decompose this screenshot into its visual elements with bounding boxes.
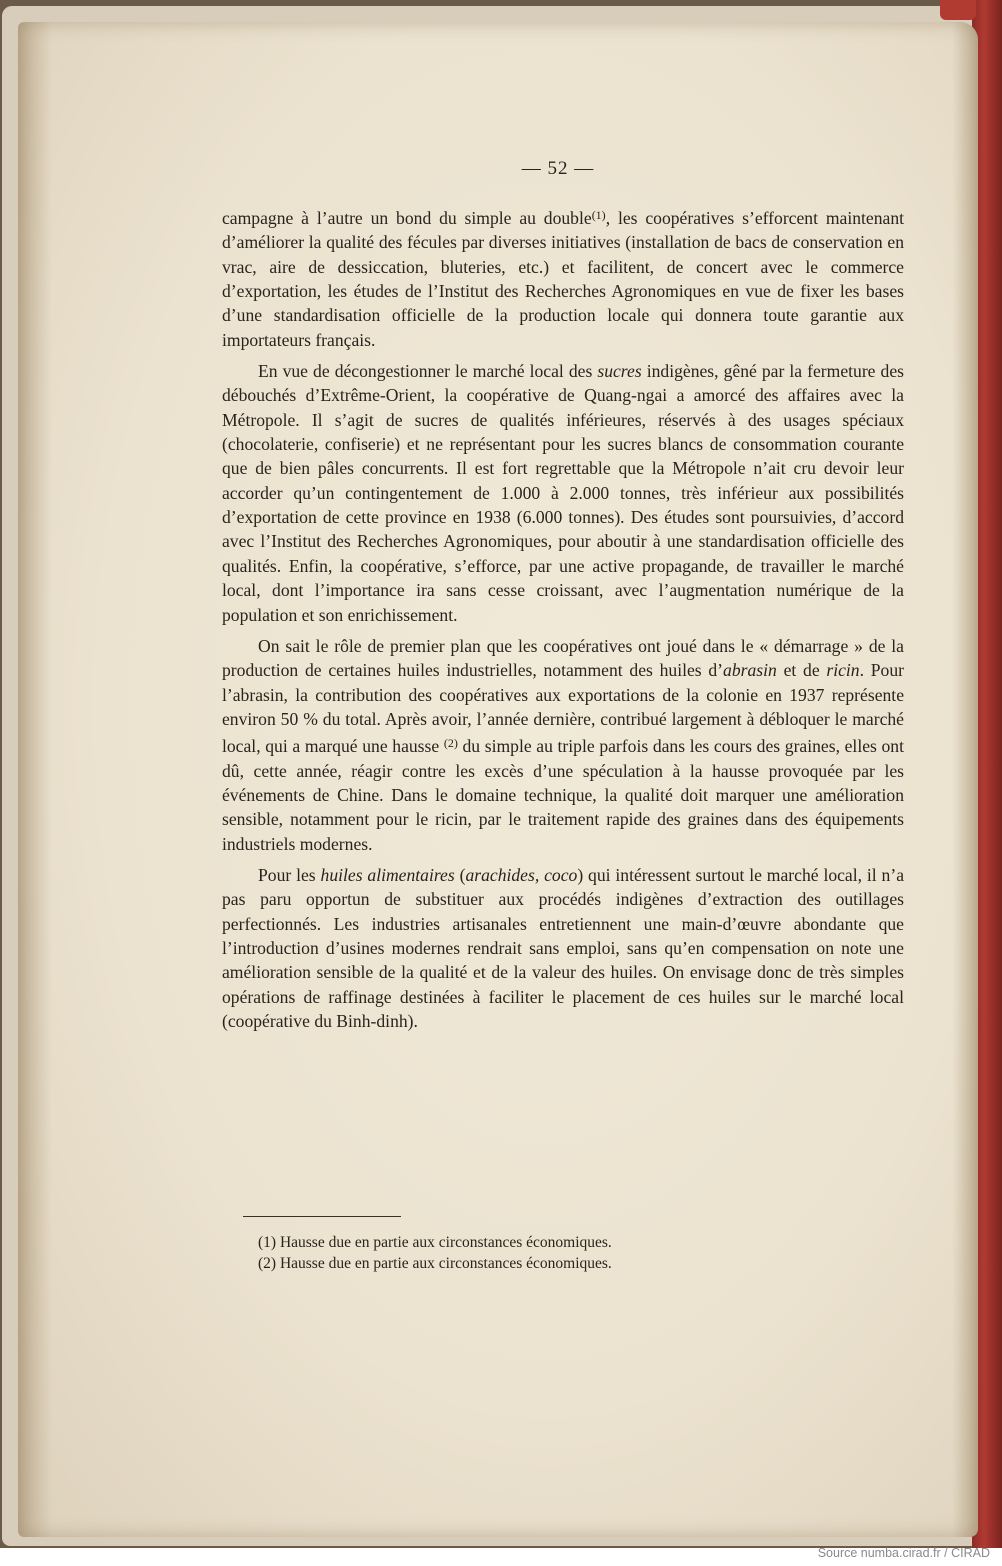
italic-term: ricin [826,660,860,681]
page-number: — 52 — [521,158,595,179]
italic-term: abrasin [723,660,777,681]
footnote-divider [243,1216,401,1217]
paragraph-1: campagne à l’autre un bond du simple au double$^{(1)}$, les coopératives s’efforcent maintenant d’améliorer la qualité des fécules par diverses initiatives (installation de bacs de conservation en vrac, aire de dessiccation, bluteries, etc.) et facilitent, de concert avec le commerce d’exportation, les études de l’Institut des Recherches Agronomiques en vue de fixer les bases d’une standardisation officielle de la production locale qui donnera toute garantie aux importateurs français. [222,208,905,350]
footnote-1: (1) Hausse due en partie aux circonstances économiques. [258,1234,612,1251]
page-curl-shadow [952,22,978,1537]
body-text [222,203,904,1040]
page-spine-shadow [18,22,52,1537]
paragraph-2: En vue de décongestionner le marché local des sucres indigènes, gêné par la fermeture des débouchés d’Extrême-Orient, la coopérative de Quang-ngai a amorcé des affaires avec la Métropole. Il s’agit de sucres de qualités inférieures, réservés à des usages spéciaux (chocolaterie, confiserie) et ne représentant pour les sucres blancs de consommation courante que de bien pâles concurrents. Il est fort regrettable que la Métropole n’ait cru devoir leur accorder qu’un contingentement de 1.000 à 2.000 tonnes, très inférieur aux possibilités d’exportation de cette province en 1938 (6.000 tonnes). Des études sont poursuivies, d’accord avec l’Institut des Recherches Agronomiques, pour aboutir à une standardisation officielle des qualités. Enfin, la coopérative, s’efforce, par une active propagande, de travailler le marché local, dont l’importance ira sans cesse croissant, avec l’augmentation numérique de la population et son enrichissement. [222,361,904,625]
italic-term: sucres [597,361,642,382]
red-ribbon-tab [940,0,976,20]
paragraph-3: On sait le rôle de premier plan que les coopératives ont joué dans le « démarrage » de la production de certaines huiles industrielles, notamment des huiles d’abrasin et de ricin. Pour l’abrasin, la contribution des coopératives aux exportations de la colonie en 1937 représente environ 50 % du total. Après avoir, l’année dernière, contribué largement à débloquer le marché local, qui a marqué une hausse $^{(2)}$ du simple au triple parfois dans les cours des graines, elles ont dû, cette année, réagir contre les excès d’une spéculation à la hausse provoquée par les événements de Chine. Dans le domaine technique, la qualité doit marquer une amélioration sensible, notamment pour le ricin, par le traitement rapide des graines dans des équipements industriels modernes. [222,635,904,854]
footnote-ref-2: (2) [443,736,458,751]
paragraph-4: Pour les huiles alimentaires (arachides, coco) qui intéressent surtout le marché local, il n’a pas paru opportun de substituer aux procédés indigènes d’extraction des outillages perfectionnés. Les industries artisanales entretiennent une main-d’œuvre abondante que l’introduction d’usines modernes rendrait sans emploi, sans qu’en compensation on note une amélioration sensible de la qualité et de la valeur des huiles. On envisage donc de très simples opérations de raffinage destinées à faciliter le placement de ces huiles sur le marché local (coopérative du Binh-dinh). [222,864,905,1031]
italic-term: arachides, coco [465,864,578,885]
source-credit: Source numba.cirad.fr / CIRAD [817,1546,990,1560]
footnote-ref-1: (1) [591,208,606,222]
italic-term: huiles alimentaires [320,864,455,885]
footnote-2: (2) Hausse due en partie aux circonstances économiques. [258,1255,612,1272]
footnotes [258,1232,818,1274]
